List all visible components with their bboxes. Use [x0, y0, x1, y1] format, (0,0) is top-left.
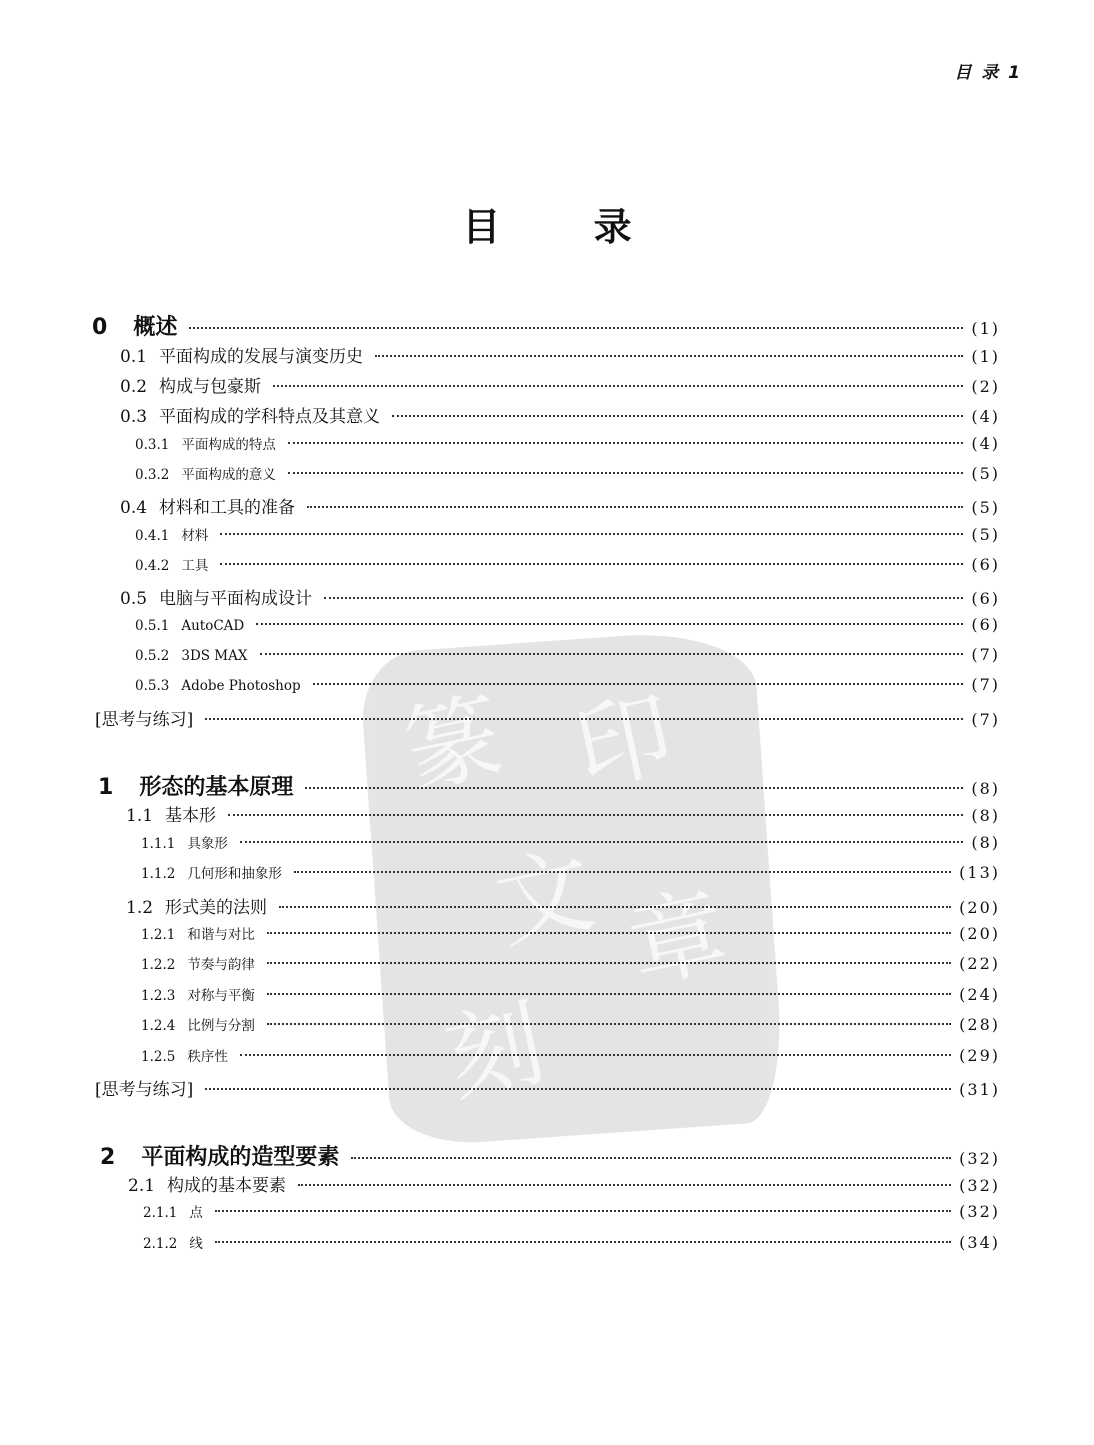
- toc-entry-title: 具象形: [187, 836, 228, 852]
- toc-entry-title: 构成与包豪斯: [159, 377, 262, 397]
- running-head: 目 录 1: [954, 63, 1022, 83]
- toc-entry-number: 0.1: [120, 347, 148, 367]
- toc-entry[interactable]: [141, 953, 1000, 973]
- toc-entry[interactable]: [120, 584, 1000, 609]
- toc-entry-page: (1): [971, 347, 1000, 366]
- toc-entry-number: 1.2.5: [141, 1049, 176, 1065]
- toc-entry[interactable]: [135, 675, 1000, 694]
- toc-entry-label: [141, 953, 259, 973]
- toc-entry-page: (5): [971, 498, 1000, 517]
- toc-entry-number: 1.1: [126, 806, 154, 826]
- toc-entry-label: [135, 648, 252, 664]
- toc-entry-title: Adobe Photoshop: [181, 678, 301, 694]
- toc-entry-title: 3DS MAX: [181, 648, 248, 664]
- toc-entry-title: [思考与练习]: [95, 1080, 194, 1100]
- toc-entry-number: 2: [100, 1145, 116, 1170]
- toc-entry-label: [141, 1045, 232, 1065]
- toc-entry-page: (32): [959, 1149, 1000, 1168]
- toc-entry-page: (1): [971, 319, 1000, 338]
- toc-entry-number: 1.2.4: [141, 1018, 176, 1034]
- toc-entry-label: [126, 893, 271, 918]
- dot-leader: [205, 1087, 951, 1090]
- toc-entry-number: 1.1.1: [141, 836, 176, 852]
- toc-entry-title: 基本形: [165, 806, 217, 826]
- toc-entry-label: [126, 801, 220, 826]
- toc-entry[interactable]: [126, 801, 1000, 826]
- dot-leader: [260, 652, 964, 655]
- dot-leader: [279, 905, 951, 908]
- toc-entry-label: [135, 618, 248, 634]
- toc-entry-title: AutoCAD: [181, 618, 245, 634]
- dot-leader: [267, 1022, 951, 1025]
- toc-entry-page: (34): [959, 1233, 1000, 1252]
- toc-entry-title: 平面构成的意义: [181, 467, 276, 483]
- page-title: 目 录: [462, 205, 672, 249]
- toc-entry[interactable]: [135, 524, 1000, 544]
- toc-entry[interactable]: [141, 923, 1000, 943]
- toc-entry-page: (32): [959, 1176, 1000, 1195]
- toc-entry[interactable]: [100, 1140, 1000, 1171]
- toc-entry-page: (8): [971, 806, 1000, 825]
- toc-entry[interactable]: [141, 832, 1000, 852]
- toc-entry-page: (6): [971, 615, 1000, 634]
- toc-entry-number: 0.5.3: [135, 678, 170, 694]
- toc-entry-label: [141, 1014, 259, 1034]
- toc-entry-page: (20): [959, 898, 1000, 917]
- toc-entry[interactable]: [141, 1045, 1000, 1065]
- toc-entry-title: 材料: [181, 528, 209, 544]
- toc-entry-label: [143, 1232, 207, 1252]
- toc-entry-title: 对称与平衡: [187, 988, 255, 1004]
- toc-entry-page: (7): [971, 675, 1000, 694]
- toc-entry-title: 几何形和抽象形: [187, 866, 282, 882]
- dot-leader: [267, 931, 951, 934]
- toc-entry-number: 0.3.2: [135, 467, 170, 483]
- toc-entry-number: 2.1: [128, 1176, 156, 1196]
- dot-leader: [307, 505, 963, 508]
- toc-entry-page: (4): [971, 434, 1000, 453]
- toc-entry[interactable]: [141, 1014, 1000, 1034]
- toc-entry-title: 和谐与对比: [187, 927, 255, 943]
- toc-entry-number: 1.2.3: [141, 988, 176, 1004]
- dot-leader: [273, 384, 963, 387]
- dot-leader: [240, 1053, 951, 1056]
- dot-leader: [220, 562, 963, 565]
- toc-entry-number: 0.5.1: [135, 618, 170, 634]
- toc-entry-label: [120, 372, 265, 397]
- toc-entry-title: 平面构成的学科特点及其意义: [159, 407, 381, 427]
- toc-entry[interactable]: [120, 372, 1000, 397]
- toc-entry-label: [100, 1140, 343, 1171]
- dot-leader: [215, 1209, 951, 1212]
- toc-entry-label: [135, 524, 212, 544]
- dot-leader: [215, 1240, 951, 1243]
- toc-entry-title: [思考与练习]: [95, 710, 194, 730]
- dot-leader: [324, 596, 963, 599]
- toc-entry-number: 0: [92, 315, 108, 340]
- toc-entry-title: 平面构成的造型要素: [141, 1145, 340, 1170]
- toc-entry-title: 比例与分割: [187, 1018, 255, 1034]
- toc-entry-number: 0.5.2: [135, 648, 170, 664]
- dot-leader: [305, 786, 963, 789]
- toc-entry[interactable]: [135, 645, 1000, 664]
- toc-entry-label: [135, 463, 280, 483]
- toc-entry-page: (7): [971, 645, 1000, 664]
- dot-leader: [220, 532, 963, 535]
- dot-leader: [294, 870, 951, 873]
- toc-entry-page: (31): [959, 1080, 1000, 1099]
- dot-leader: [288, 441, 963, 444]
- toc-entry-label: [141, 923, 259, 943]
- toc-entry-title: 点: [189, 1205, 203, 1221]
- toc-entry[interactable]: [98, 770, 1000, 801]
- toc-entry[interactable]: [135, 615, 1000, 634]
- toc-entry-label: [141, 862, 286, 882]
- toc-entry-label: [135, 678, 305, 694]
- toc-entry-number: 0.3.1: [135, 437, 170, 453]
- toc-entry-label: [98, 770, 297, 801]
- toc-entry-title: 构成的基本要素: [167, 1176, 287, 1196]
- toc-entry-label: [128, 1171, 290, 1196]
- toc-entry-label: [120, 584, 316, 609]
- toc-entry-title: 材料和工具的准备: [159, 498, 296, 518]
- toc-entry[interactable]: [135, 463, 1000, 483]
- dot-leader: [256, 622, 963, 625]
- toc-entry[interactable]: [135, 554, 1000, 574]
- toc-entry-number: 0.4.2: [135, 558, 170, 574]
- toc-entry-page: (22): [959, 954, 1000, 973]
- toc-entry-number: 0.4: [120, 498, 148, 518]
- dot-leader: [267, 992, 951, 995]
- toc-entry-page: (28): [959, 1015, 1000, 1034]
- toc-entry-title: 平面构成的特点: [181, 437, 276, 453]
- toc-entry-number: 0.5: [120, 589, 148, 609]
- dot-leader: [189, 326, 963, 329]
- toc-entry[interactable]: [128, 1171, 1000, 1196]
- toc-entry-title: 工具: [181, 558, 209, 574]
- toc-entry-number: 1.2.2: [141, 957, 176, 973]
- toc-entry-label: [141, 984, 259, 1004]
- toc-entry-page: (24): [959, 985, 1000, 1004]
- dot-leader: [351, 1156, 951, 1159]
- dot-leader: [298, 1183, 951, 1186]
- toc-entry-label: [143, 1201, 207, 1221]
- toc-entry-page: (6): [971, 589, 1000, 608]
- toc-entry[interactable]: [143, 1232, 1000, 1252]
- dot-leader: [288, 471, 963, 474]
- dot-leader: [240, 840, 963, 843]
- toc-entry-number: 0.4.1: [135, 528, 170, 544]
- toc-entry-title: 形态的基本原理: [139, 775, 294, 800]
- toc-entry-page: (29): [959, 1046, 1000, 1065]
- toc-entry-title: 线: [189, 1236, 203, 1252]
- toc-entry-number: 2.1.2: [143, 1236, 178, 1252]
- toc-entry-page: (5): [971, 464, 1000, 483]
- toc-entry[interactable]: [120, 342, 1000, 367]
- toc-entry-title: 电脑与平面构成设计: [159, 589, 313, 609]
- toc-entry-title: 秩序性: [187, 1049, 228, 1065]
- dot-leader: [392, 414, 963, 417]
- toc-entry-label: [135, 433, 280, 453]
- watermark-stamp: 篆 印 文 章 刻: [358, 627, 787, 1148]
- toc-entry-label: [95, 705, 197, 730]
- toc-entry[interactable]: [92, 310, 1000, 341]
- toc-entry-page: (2): [971, 377, 1000, 396]
- toc-entry[interactable]: [126, 893, 1000, 918]
- toc-entry-title: 形式美的法则: [165, 898, 268, 918]
- dot-leader: [375, 354, 963, 357]
- toc-entry-number: 1.1.2: [141, 866, 176, 882]
- toc-entry[interactable]: [120, 402, 1000, 427]
- toc-entry-title: 概述: [133, 315, 178, 340]
- toc-entry-page: (13): [959, 863, 1000, 882]
- toc-entry[interactable]: [143, 1201, 1000, 1221]
- toc-entry[interactable]: [135, 433, 1000, 453]
- toc-entry-label: [120, 402, 384, 427]
- toc-entry-label: [92, 310, 181, 341]
- dot-leader: [228, 813, 963, 816]
- toc-entry-page: (6): [971, 555, 1000, 574]
- toc-entry-title: 平面构成的发展与演变历史: [159, 347, 364, 367]
- toc-entry-page: (5): [971, 525, 1000, 544]
- toc-entry-page: (4): [971, 407, 1000, 426]
- toc-entry[interactable]: [141, 862, 1000, 882]
- toc-entry-page: (32): [959, 1202, 1000, 1221]
- toc-entry[interactable]: [141, 984, 1000, 1004]
- toc-entry-page: (8): [971, 833, 1000, 852]
- toc-entry[interactable]: [95, 705, 1000, 730]
- toc-entry-label: [141, 832, 232, 852]
- toc-entry-number: 0.2: [120, 377, 148, 397]
- toc-entry-page: (20): [959, 924, 1000, 943]
- toc-entry-number: 1.2.1: [141, 927, 176, 943]
- toc-entry-label: [120, 342, 367, 367]
- toc-entry-number: 1: [98, 775, 114, 800]
- toc-entry-label: [120, 493, 299, 518]
- toc-entry-number: 1.2: [126, 898, 154, 918]
- toc-entry-number: 0.3: [120, 407, 148, 427]
- toc-entry-page: (8): [971, 779, 1000, 798]
- toc-entry-label: [95, 1075, 197, 1100]
- dot-leader: [313, 682, 964, 685]
- toc-entry-number: 2.1.1: [143, 1205, 178, 1221]
- toc-entry[interactable]: [120, 493, 1000, 518]
- dot-leader: [205, 717, 963, 720]
- toc-entry[interactable]: [95, 1075, 1000, 1100]
- toc-entry-title: 节奏与韵律: [187, 957, 255, 973]
- toc-entry-label: [135, 554, 212, 574]
- dot-leader: [267, 961, 951, 964]
- toc-entry-page: (7): [971, 710, 1000, 729]
